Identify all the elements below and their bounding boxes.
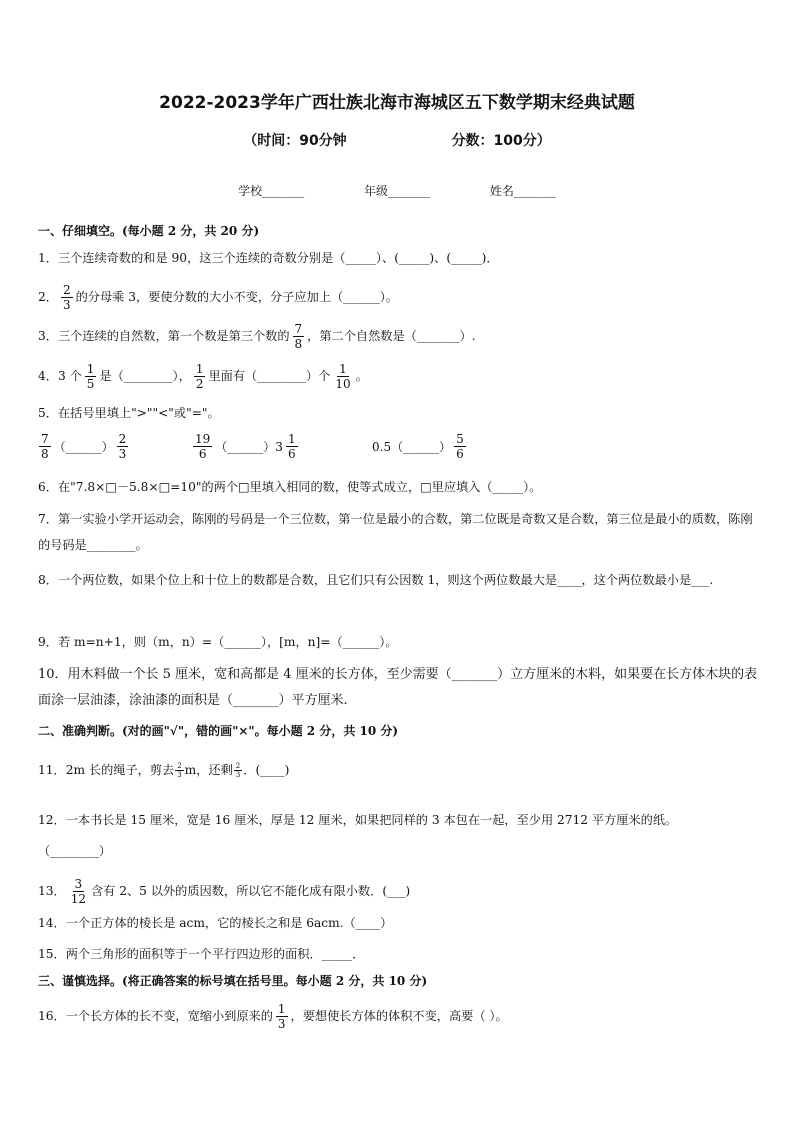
fraction: $\frac{2}{3}$ (177, 762, 182, 779)
question-6: 6．在"7.8×□－5.8×□=10"的两个□里填入相同的数，使等式成立，□里应填入（_____）。 (38, 480, 542, 494)
question-1: 1．三个连续奇数的和是 90，这三个连续的奇数分别是（_____）、(_____)、(_____)． (38, 251, 499, 265)
fraction: $\frac{2}{3}$ (62, 283, 71, 312)
compare-item-3: 0.5 （______） $\frac{5}{6}$ (372, 432, 464, 461)
section2-heading: 二、准确判断。(对的画"√"，错的画"×"。每小题 2 分，共 10 分) (38, 724, 399, 738)
school-field: 学校_______ (238, 184, 305, 198)
question-14: 14．一个正方体的棱长是 acm，它的棱长之和是 6acm.（____） (38, 916, 393, 930)
answer-blank[interactable]: （______） (53, 440, 114, 454)
grade-field: 年级_______ (363, 184, 430, 198)
question-8: 8．一个两位数，如果个位上和十位上的数都是合数，且它们只有公因数 1，则这个两位数最大是____，这个两位数最小是___. (38, 573, 714, 587)
answer-blank[interactable]: （______） (391, 440, 452, 454)
exam-subtitle (0, 130, 794, 150)
question-15: 15．两个三角形的面积等于一个平行四边形的面积．_____． (38, 947, 365, 961)
exam-title: 2022-2023学年广西壮族北海市海城区五下数学期末经典试题 (159, 93, 635, 113)
question-5: 5．在括号里填上">""<"或"="。 (38, 406, 220, 420)
student-info-line (0, 182, 794, 199)
fraction: $\frac{7}{8}$ (294, 322, 303, 351)
question-7: 7．第一实验小学开运动会，陈刚的号码是一个三位数，第一位是最小的合数，第二位既是奇数又是合数，第三位是最小的质数，陈刚的号码是________。 (38, 512, 753, 552)
section3-heading: 三、谨慎选择。(将正确答案的标号填在括号里。每小题 2 分，共 10 分) (38, 974, 428, 988)
fraction: $\frac{1}{2}$ (195, 362, 204, 391)
question-12-blank: （________） (38, 844, 112, 858)
name-field: 姓名_______ (489, 184, 556, 198)
question-11: 11．2m 长的绳子，剪去 $\frac{2}{3}$ m，还剩 $\frac{2}{3}$ ．(____) (38, 762, 290, 779)
question-3: 3．三个连续的自然数，第一个数是第三个数的 $\frac{7}{8}$ ，第二个自然数是（_______）. (38, 322, 476, 351)
fraction: $\frac{2}{3}$ (235, 762, 241, 779)
exam-score: 分数：100分） (451, 133, 551, 149)
fraction: $\frac{1}{3}$ (277, 1002, 286, 1031)
question-13: 13． $\frac{3}{12}$ 含有 2、5 以外的质因数，所以它不能化成有限小数．(___) (38, 877, 411, 906)
fraction: $\frac{3}{12}$ (70, 877, 86, 906)
question-10: 10．用木料做一个长 5 厘米，宽和高都是 4 厘米的长方体，至少需要（_______）立方厘米的木料，如果要在长方体木块的表面涂一层油漆，涂油漆的面积是（_______）平方厘米. (38, 667, 758, 708)
question-9: 9．若 m=n+1，则（m，n）=（______），[m，n]=（______）。 (38, 635, 398, 649)
compare-item-2: $\frac{19}{6}$ （______） 3 $\frac{1}{6}$ (195, 432, 296, 461)
section1-heading: 一、仔细填空。(每小题 2 分，共 20 分) (38, 224, 260, 238)
question-12: 12．一本书长是 15 厘米，宽是 16 厘米，厚是 12 厘米，如果把同样的 3 本包在一起，至少用 2712 平方厘米的纸。 (38, 813, 678, 827)
question-2: 2． $\frac{2}{3}$ 的分母乘 3，要使分数的大小不变，分子应加上（______）。 (38, 283, 398, 312)
fraction: $\frac{1}{5}$ (86, 362, 95, 391)
fraction: $\frac{1}{10}$ (335, 362, 351, 391)
question-16: 16．一个长方体的长不变，宽缩小到原来的 $\frac{1}{3}$ ，要想使长方体的体积不变，高要（ ）。 (38, 1002, 508, 1031)
compare-item-1: $\frac{7}{8}$ （______） $\frac{2}{3}$ (41, 432, 127, 461)
exam-time: （时间：90分钟 (243, 133, 347, 149)
answer-blank[interactable]: （______） (215, 440, 276, 454)
question-4: 4．3 个 $\frac{1}{5}$ 是（________）， $\frac{1}{2}$ 里面有（________）个 $\frac{1}{10}$ 。 (38, 362, 368, 391)
